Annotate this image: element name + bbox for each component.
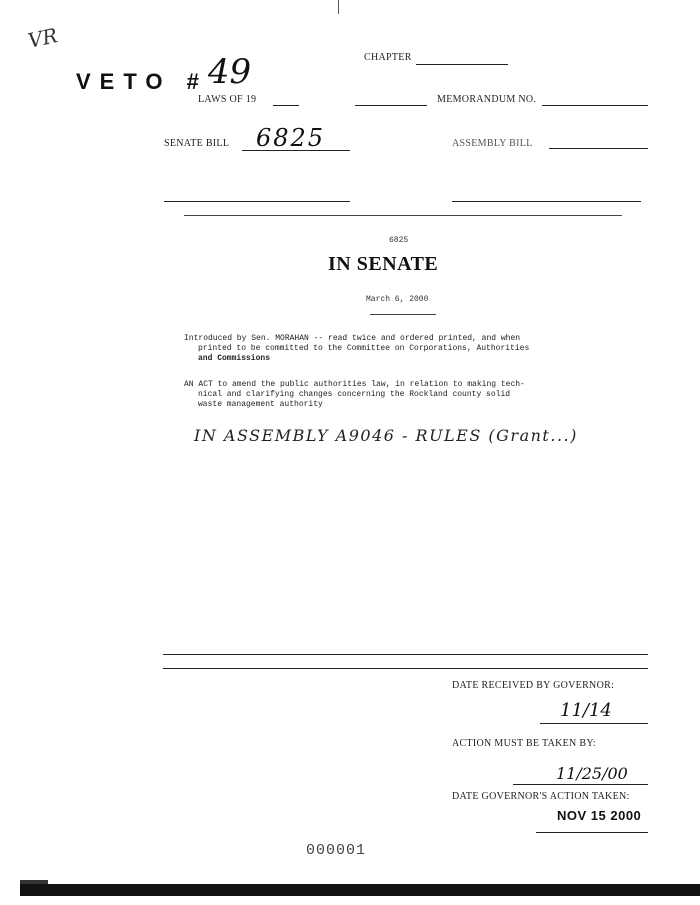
act-line-2: nical and clarifying changes concerning the Rockland county solid (198, 390, 511, 399)
senate-bill-line (242, 150, 350, 151)
senate-extra-line (164, 201, 350, 202)
action-deadline-label: ACTION MUST BE TAKEN BY: (452, 738, 597, 749)
handwritten-assembly-note: IN ASSEMBLY A9046 - RULES (Grant...) (194, 426, 578, 445)
action-taken-stamp: NOV 15 2000 (557, 808, 642, 823)
action-deadline-line (513, 784, 648, 785)
memorandum-line (542, 105, 648, 106)
chapter-label: CHAPTER (364, 52, 412, 63)
action-deadline-value: 11/25/00 (556, 764, 628, 783)
action-taken-line (536, 832, 648, 833)
introduced-line-3: and Commissions (198, 354, 271, 363)
action-taken-label: DATE GOVERNOR'S ACTION TAKEN: (452, 791, 630, 802)
senate-bill-label: SENATE BILL (164, 138, 230, 149)
laws-label: LAWS OF 19 (198, 94, 257, 105)
introduced-line-1: Introduced by Sen. MORAHAN -- read twice and ordered printed, and when (184, 334, 521, 343)
senate-bill-number: 6825 (256, 124, 326, 152)
chapter-line (416, 64, 508, 65)
top-tick-mark (338, 0, 339, 14)
date-received-label: DATE RECEIVED BY GOVERNOR: (452, 680, 615, 691)
date-received-value: 11/14 (560, 700, 612, 721)
introduced-paragraph (184, 334, 644, 364)
assembly-bill-line (549, 148, 648, 149)
lower-rule-1 (163, 654, 648, 655)
laws-year-line (273, 105, 299, 106)
scan-edge-bar-left (20, 880, 48, 884)
lower-rule-2 (163, 668, 648, 669)
date-received-line (540, 723, 648, 724)
act-line-1: AN ACT to amend the public authorities law, in relation to making tech- (184, 380, 525, 389)
veto-label: VETO # (76, 69, 208, 94)
assembly-extra-line (452, 201, 641, 202)
scan-edge-bar (20, 884, 700, 896)
memorandum-label: MEMORANDUM NO. (437, 94, 537, 105)
introduction-date: March 6, 2000 (366, 295, 429, 304)
laws-chapter-line (355, 105, 427, 106)
bill-number-small: 6825 (389, 236, 409, 245)
veto-number: 49 (207, 52, 252, 92)
veto-heading (76, 52, 252, 98)
in-senate-heading: IN SENATE (328, 253, 439, 275)
separator-line (184, 215, 622, 216)
date-underline (370, 314, 436, 315)
introduced-line-2: printed to be committed to the Committee on Corporations, Authorities (198, 344, 530, 353)
page-code: 000001 (306, 842, 367, 859)
corner-handwritten-mark: VR (25, 23, 60, 53)
assembly-bill-label: ASSEMBLY BILL (452, 138, 533, 149)
act-line-3: waste management authority (198, 400, 323, 409)
act-paragraph (184, 380, 644, 410)
